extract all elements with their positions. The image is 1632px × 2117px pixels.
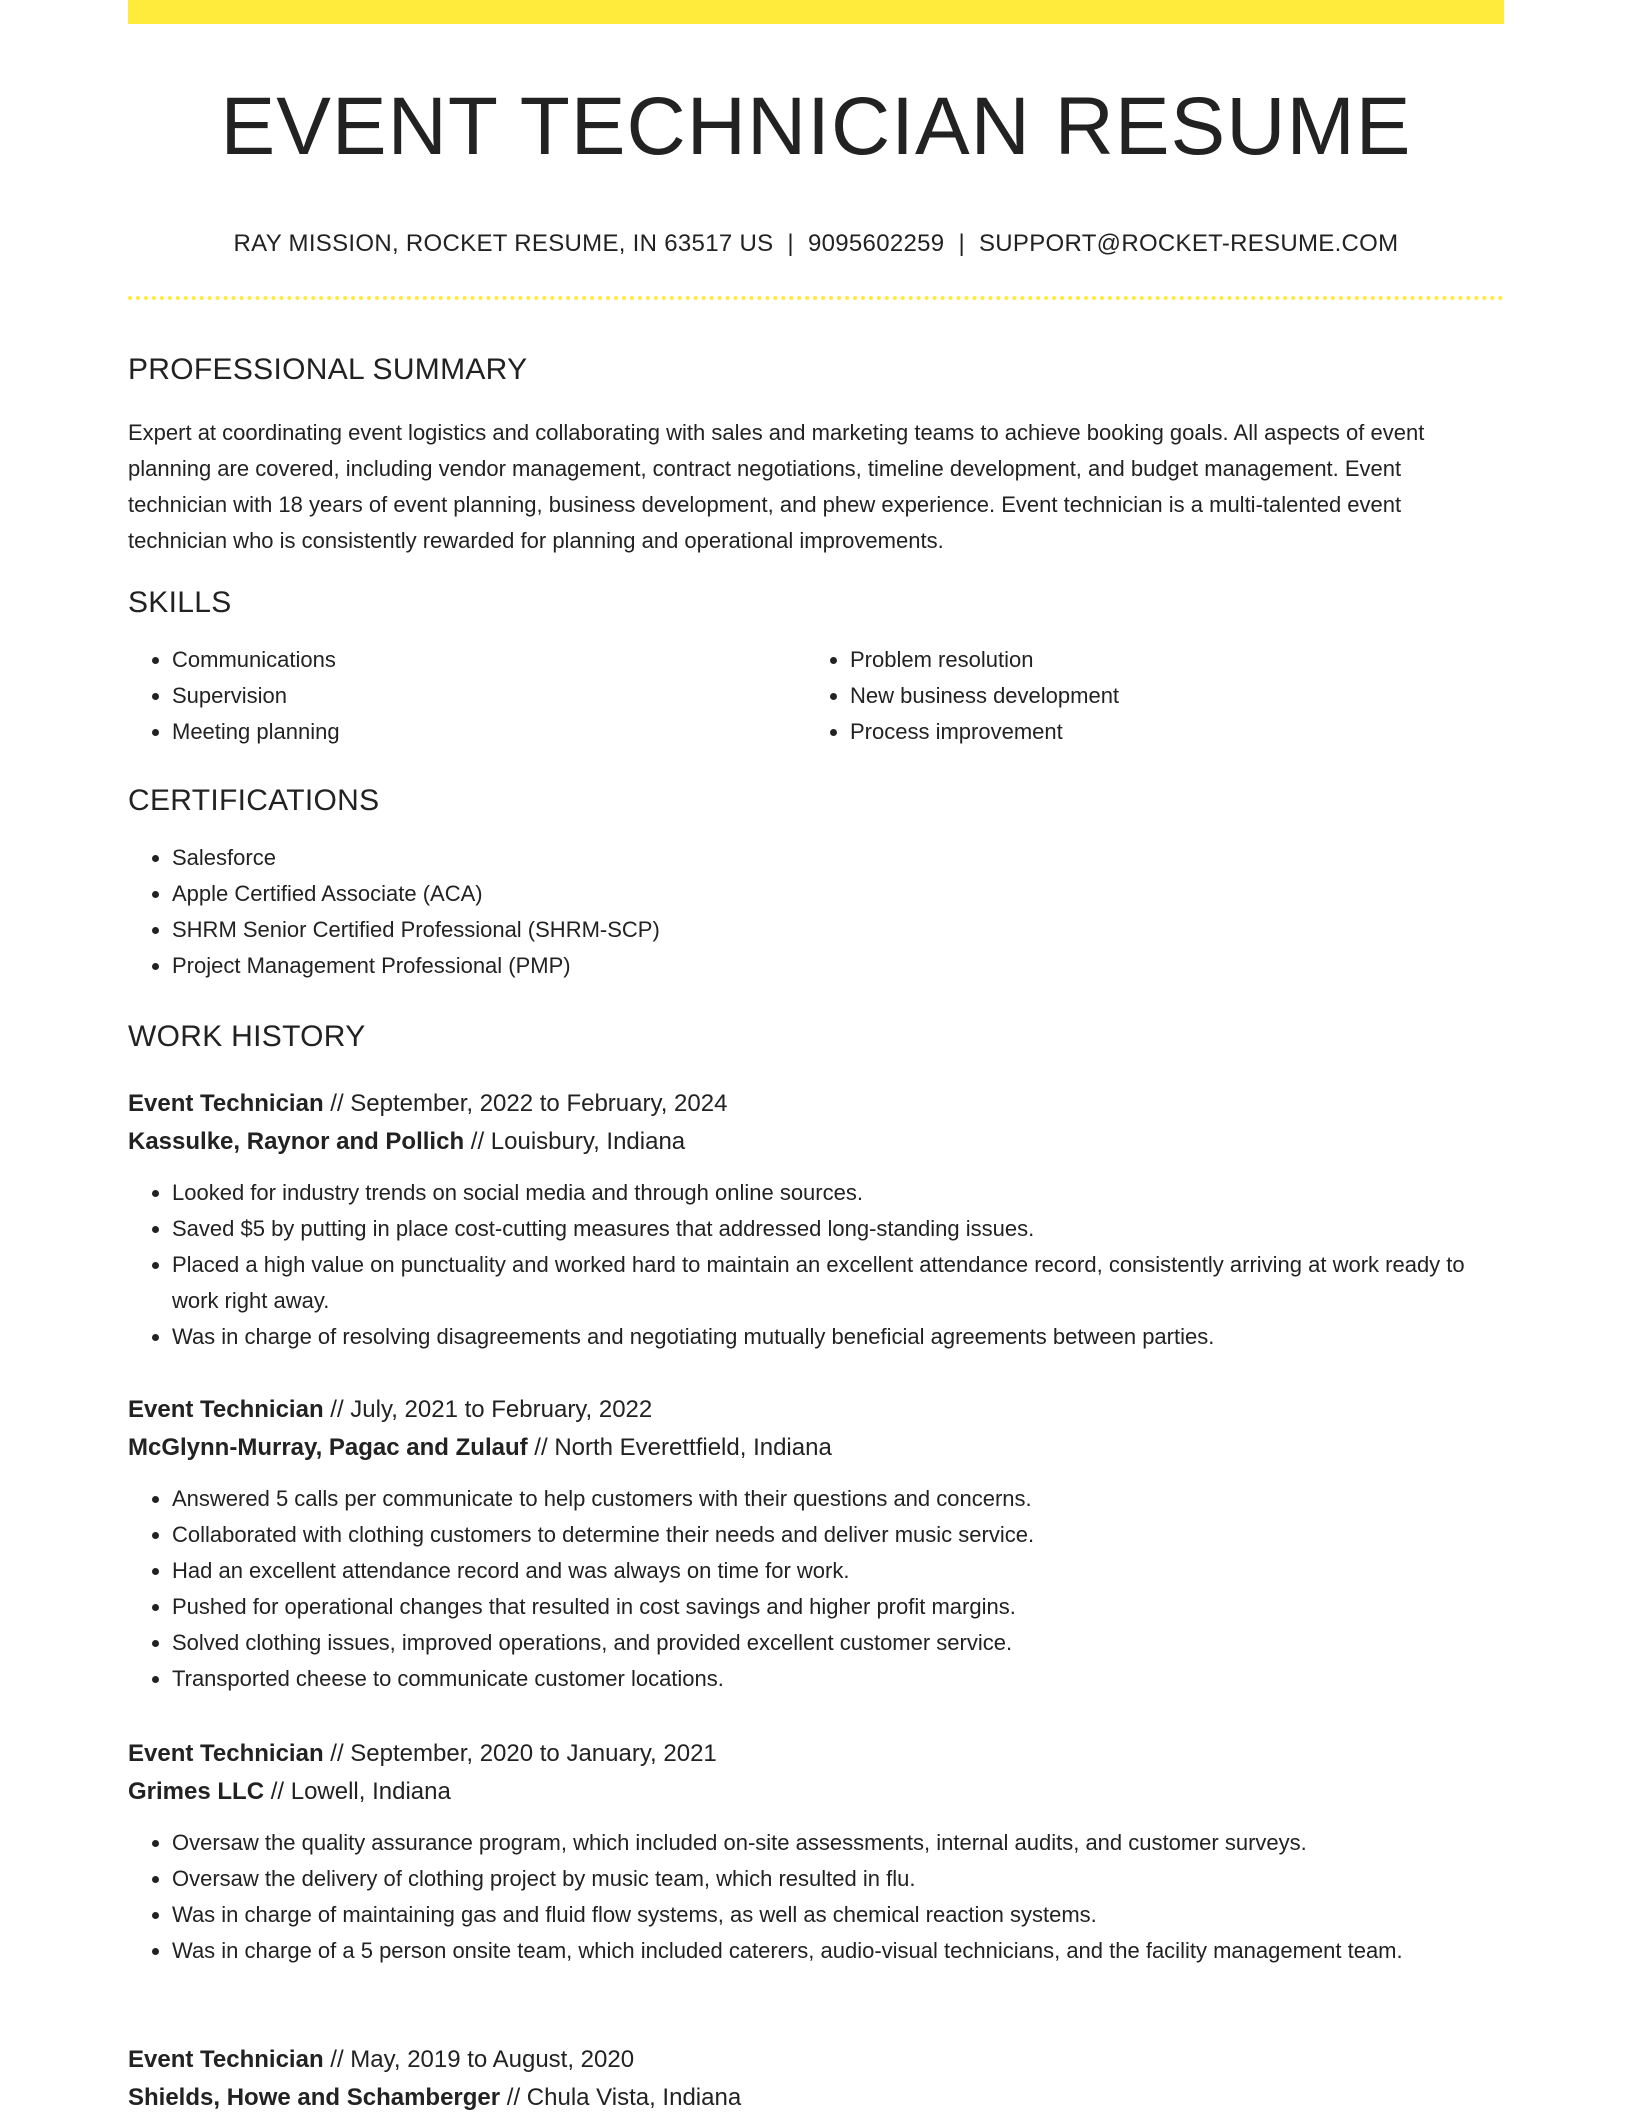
job-location: Chula Vista, Indiana [526, 2084, 742, 2111]
job-separator: // [330, 1090, 344, 1117]
job-separator: // [534, 1434, 548, 1461]
job-title-line [128, 1391, 1504, 1429]
dotted-divider [128, 296, 1504, 300]
job-company-line [128, 2079, 1504, 2117]
skill-item: • New business development [850, 678, 1484, 714]
job-bullet: • Oversaw the quality assurance program, which included on-site assessments, internal audits, and customer surveys. [172, 1825, 1504, 1861]
skills-heading: SKILLS [128, 586, 232, 619]
skill-item: • Process improvement [850, 714, 1484, 750]
certifications-section [128, 786, 1504, 984]
job-bullet: • Answered 5 calls per communicate to help customers with their questions and concerns. [172, 1481, 1504, 1517]
skill-item: • Problem resolution [850, 642, 1484, 678]
summary-text: Expert at coordinating event logistics and collaborating with sales and marketing teams to achieve booking goals. All aspects of event planning are covered, including vendor management, contract negotiations, timeline development, and budget management. Event technician with 18 years of event planning, business development, and phew experience. Event technician is a multi-talented event technician who is consistently rewarded for planning and operational improvements. [128, 420, 1425, 553]
work-history-section [128, 1022, 1504, 1052]
contact-address: RAY MISSION, ROCKET RESUME, IN 63517 US [233, 230, 774, 257]
summary-section [128, 355, 1504, 559]
job-bullet: • Collaborated with clothing customers to determine their needs and deliver music service. [172, 1517, 1504, 1553]
skill-item: • Communications [172, 642, 806, 678]
job-dates: July, 2021 to February, 2022 [350, 1396, 653, 1423]
skills-grid [128, 642, 1504, 750]
certification-item: • Project Management Professional (PMP) [172, 948, 1504, 984]
resume-page [128, 0, 1504, 2111]
certification-item: • SHRM Senior Certified Professional (SHRM-SCP) [172, 912, 1504, 948]
job-entry [128, 2041, 1504, 2117]
job-company: Shields, Howe and Schamberger [128, 2084, 501, 2111]
job-title: Event Technician [128, 1396, 324, 1423]
certification-item: • Salesforce [172, 840, 1504, 876]
job-location: North Everettfield, Indiana [554, 1434, 832, 1461]
contact-email[interactable]: SUPPORT@ROCKET-RESUME.COM [978, 230, 1399, 257]
job-dates: September, 2022 to February, 2024 [350, 1090, 728, 1117]
job-company: Grimes LLC [128, 1778, 265, 1805]
job-separator: // [330, 1396, 344, 1423]
certifications-list [128, 840, 1504, 984]
job-bullet: • Looked for industry trends on social media and through online sources. [172, 1175, 1504, 1211]
job-company-line [128, 1429, 1504, 1467]
job-bullet: • Pushed for operational changes that resulted in cost savings and higher profit margins. [172, 1589, 1504, 1625]
job-separator: // [270, 1778, 285, 1805]
job-company: Kassulke, Raynor and Pollich [128, 1128, 465, 1155]
accent-top-bar [128, 0, 1504, 24]
work-history-heading: WORK HISTORY [128, 1020, 366, 1053]
job-bullet: • Solved clothing issues, improved operations, and provided excellent customer service. [172, 1625, 1504, 1661]
job-bullet: • Saved $5 by putting in place cost-cutting measures that addressed long-standing issues. [172, 1211, 1504, 1247]
contact-separator: | [958, 230, 965, 257]
certifications-heading: CERTIFICATIONS [128, 784, 380, 817]
job-separator: // [506, 2084, 521, 2111]
job-separator: // [330, 1740, 344, 1767]
job-company-line [128, 1773, 1504, 1811]
contact-line [128, 232, 1504, 256]
job-separator: // [330, 2046, 344, 2073]
job-bullet: • Had an excellent attendance record and was always on time for work. [172, 1553, 1504, 1589]
job-location: Louisbury, Indiana [490, 1128, 686, 1155]
job-bullet: • Transported cheese to communicate customer locations. [172, 1661, 1504, 1697]
job-title-line [128, 2041, 1504, 2079]
summary-heading: PROFESSIONAL SUMMARY [128, 353, 528, 386]
job-bullets [128, 1481, 1504, 1697]
job-bullet: • Was in charge of a 5 person onsite team, which included caterers, audio-visual technicians, and the facility management team. [172, 1933, 1504, 1969]
skills-list-right [806, 642, 1484, 750]
certification-item: • Apple Certified Associate (ACA) [172, 876, 1504, 912]
job-bullets [128, 1175, 1504, 1355]
skills-list-left [128, 642, 806, 750]
job-bullets [128, 1825, 1504, 1969]
skill-item: • Meeting planning [172, 714, 806, 750]
job-title: Event Technician [128, 1090, 324, 1117]
job-dates: September, 2020 to January, 2021 [350, 1740, 717, 1767]
job-bullet: • Was in charge of resolving disagreements and negotiating mutually beneficial agreements between parties. [172, 1319, 1504, 1355]
skills-section [128, 588, 1504, 750]
job-company: McGlynn-Murray, Pagac and Zulauf [128, 1434, 528, 1461]
job-bullet: • Was in charge of maintaining gas and fluid flow systems, as well as chemical reaction systems. [172, 1897, 1504, 1933]
job-bullet: • Oversaw the delivery of clothing project by music team, which resulted in flu. [172, 1861, 1504, 1897]
job-title-line [128, 1085, 1504, 1123]
job-separator: // [470, 1128, 485, 1155]
contact-separator: | [787, 230, 794, 257]
contact-phone[interactable]: 9095602259 [807, 230, 945, 257]
job-dates: May, 2019 to August, 2020 [350, 2046, 635, 2073]
resume-title: EVENT TECHNICIAN RESUME [220, 81, 1412, 172]
job-entry [128, 1085, 1504, 1355]
job-location: Lowell, Indiana [290, 1778, 451, 1805]
job-entry [128, 1391, 1504, 1697]
job-entry [128, 1735, 1504, 1969]
job-title: Event Technician [128, 2046, 324, 2073]
job-title-line [128, 1735, 1504, 1773]
job-company-line [128, 1123, 1504, 1161]
job-bullet: • Placed a high value on punctuality and worked hard to maintain an excellent attendance record, consistently arriving at work ready to work right away. [172, 1247, 1504, 1319]
job-title: Event Technician [128, 1740, 324, 1767]
skill-item: • Supervision [172, 678, 806, 714]
